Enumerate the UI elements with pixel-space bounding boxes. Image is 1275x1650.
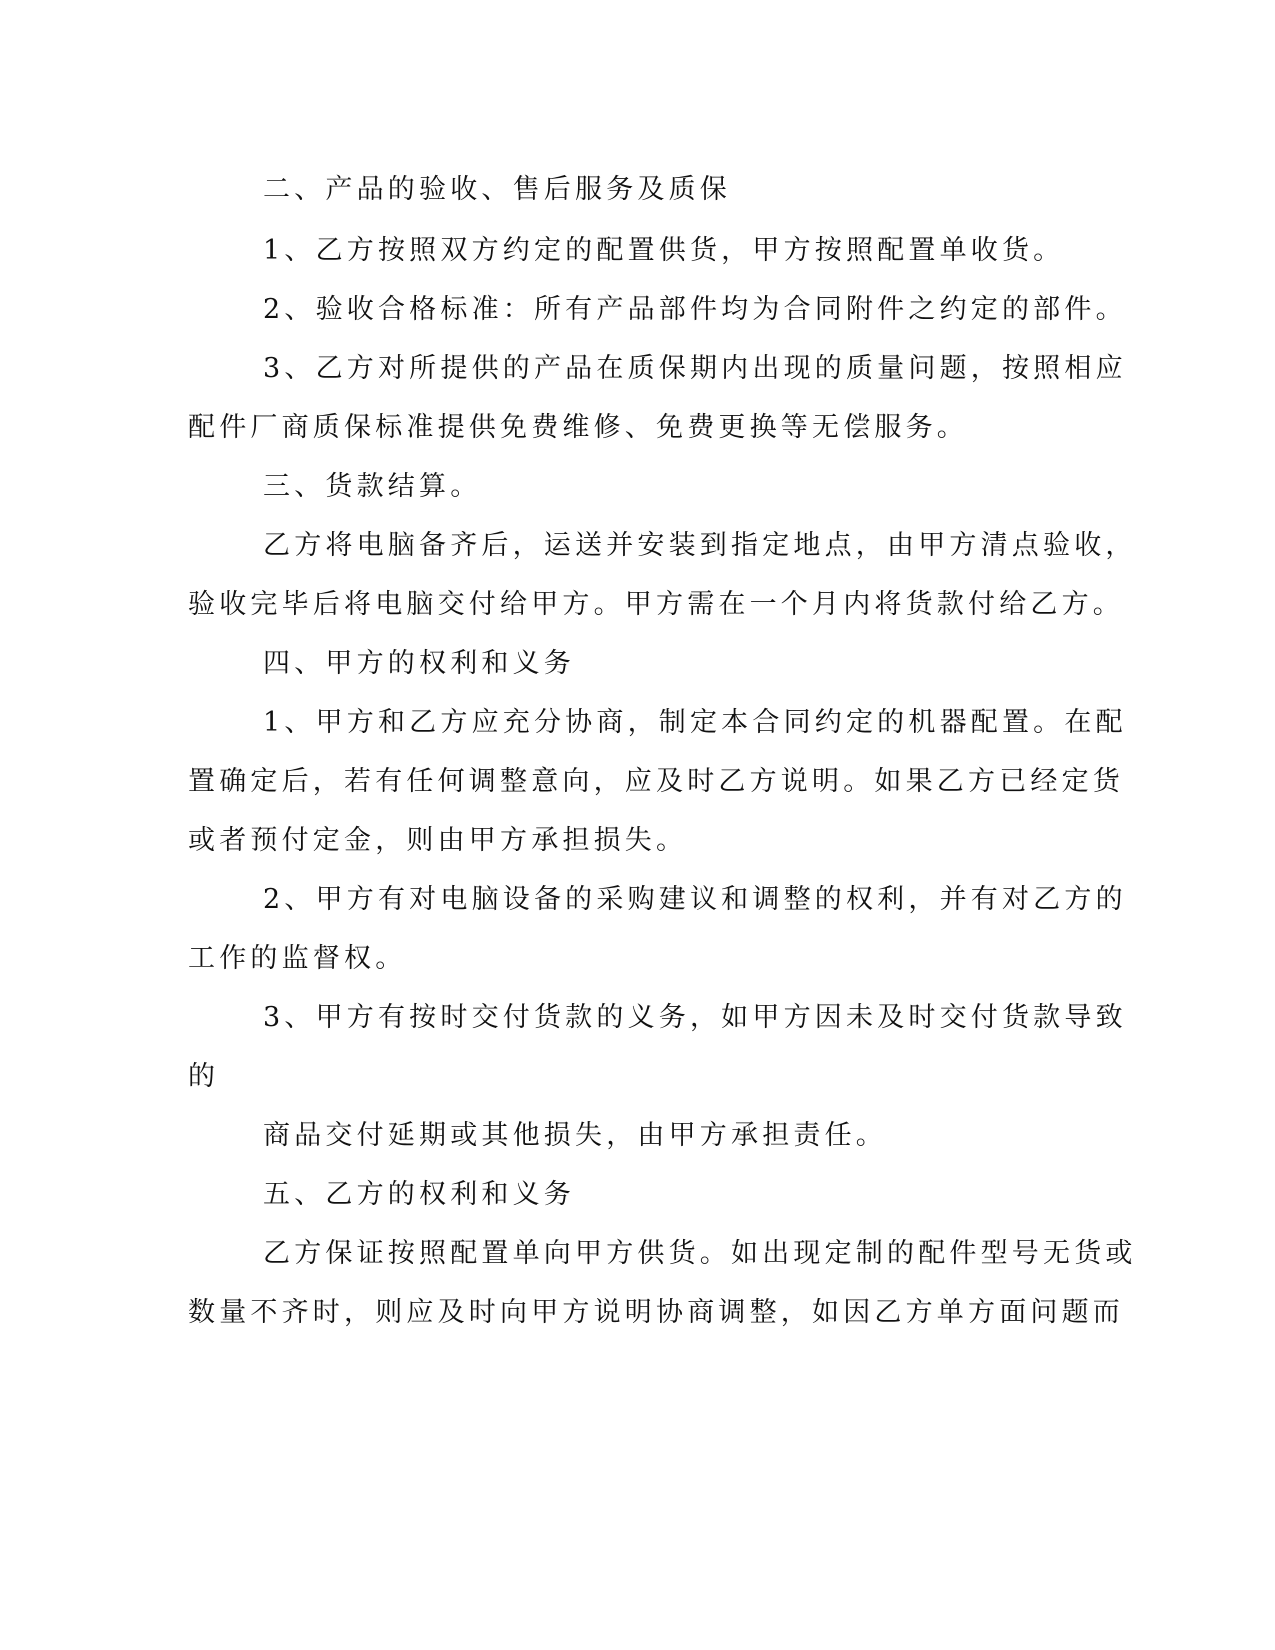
paragraph-line: 或者预付定金，则由甲方承担损失。 (188, 825, 688, 856)
paragraph-line: 2、甲方有对电脑设备的采购建议和调整的权利，并有对乙方的 (263, 884, 1127, 915)
section-heading-party-a: 四、甲方的权利和义务 (263, 648, 575, 679)
paragraph-line: 置确定后，若有任何调整意向，应及时乙方说明。如果乙方已经定货 (188, 766, 1124, 797)
paragraph-line: 数量不齐时，则应及时向甲方说明协商调整，如因乙方单方面问题而 (188, 1297, 1124, 1328)
paragraph-line: 工作的监督权。 (188, 943, 407, 974)
paragraph-line: 乙方保证按照配置单向甲方供货。如出现定制的配件型号无货或 (263, 1238, 1137, 1269)
paragraph-line: 1、乙方按照双方约定的配置供货，甲方按照配置单收货。 (263, 235, 1065, 266)
paragraph-line: 2、验收合格标准：所有产品部件均为合同附件之约定的部件。 (263, 294, 1127, 325)
paragraph-line: 3、乙方对所提供的产品在质保期内出现的质量问题，按照相应 (263, 353, 1127, 384)
paragraph-line: 的 (188, 1061, 220, 1092)
paragraph-line: 商品交付延期或其他损失，由甲方承担责任。 (263, 1120, 887, 1151)
section-heading-party-b: 五、乙方的权利和义务 (263, 1179, 575, 1210)
paragraph-line: 验收完毕后将电脑交付给甲方。甲方需在一个月内将货款付给乙方。 (188, 589, 1124, 620)
section-heading-acceptance: 二、产品的验收、售后服务及质保 (263, 174, 731, 205)
paragraph-line: 乙方将电脑备齐后，运送并安装到指定地点，由甲方清点验收， (263, 530, 1137, 561)
paragraph-line: 3、甲方有按时交付货款的义务，如甲方因未及时交付货款导致 (263, 1002, 1127, 1033)
section-heading-payment: 三、货款结算。 (263, 471, 482, 502)
paragraph-line: 配件厂商质保标准提供免费维修、免费更换等无偿服务。 (188, 412, 968, 443)
paragraph-line: 1、甲方和乙方应充分协商，制定本合同约定的机器配置。在配 (263, 707, 1127, 738)
